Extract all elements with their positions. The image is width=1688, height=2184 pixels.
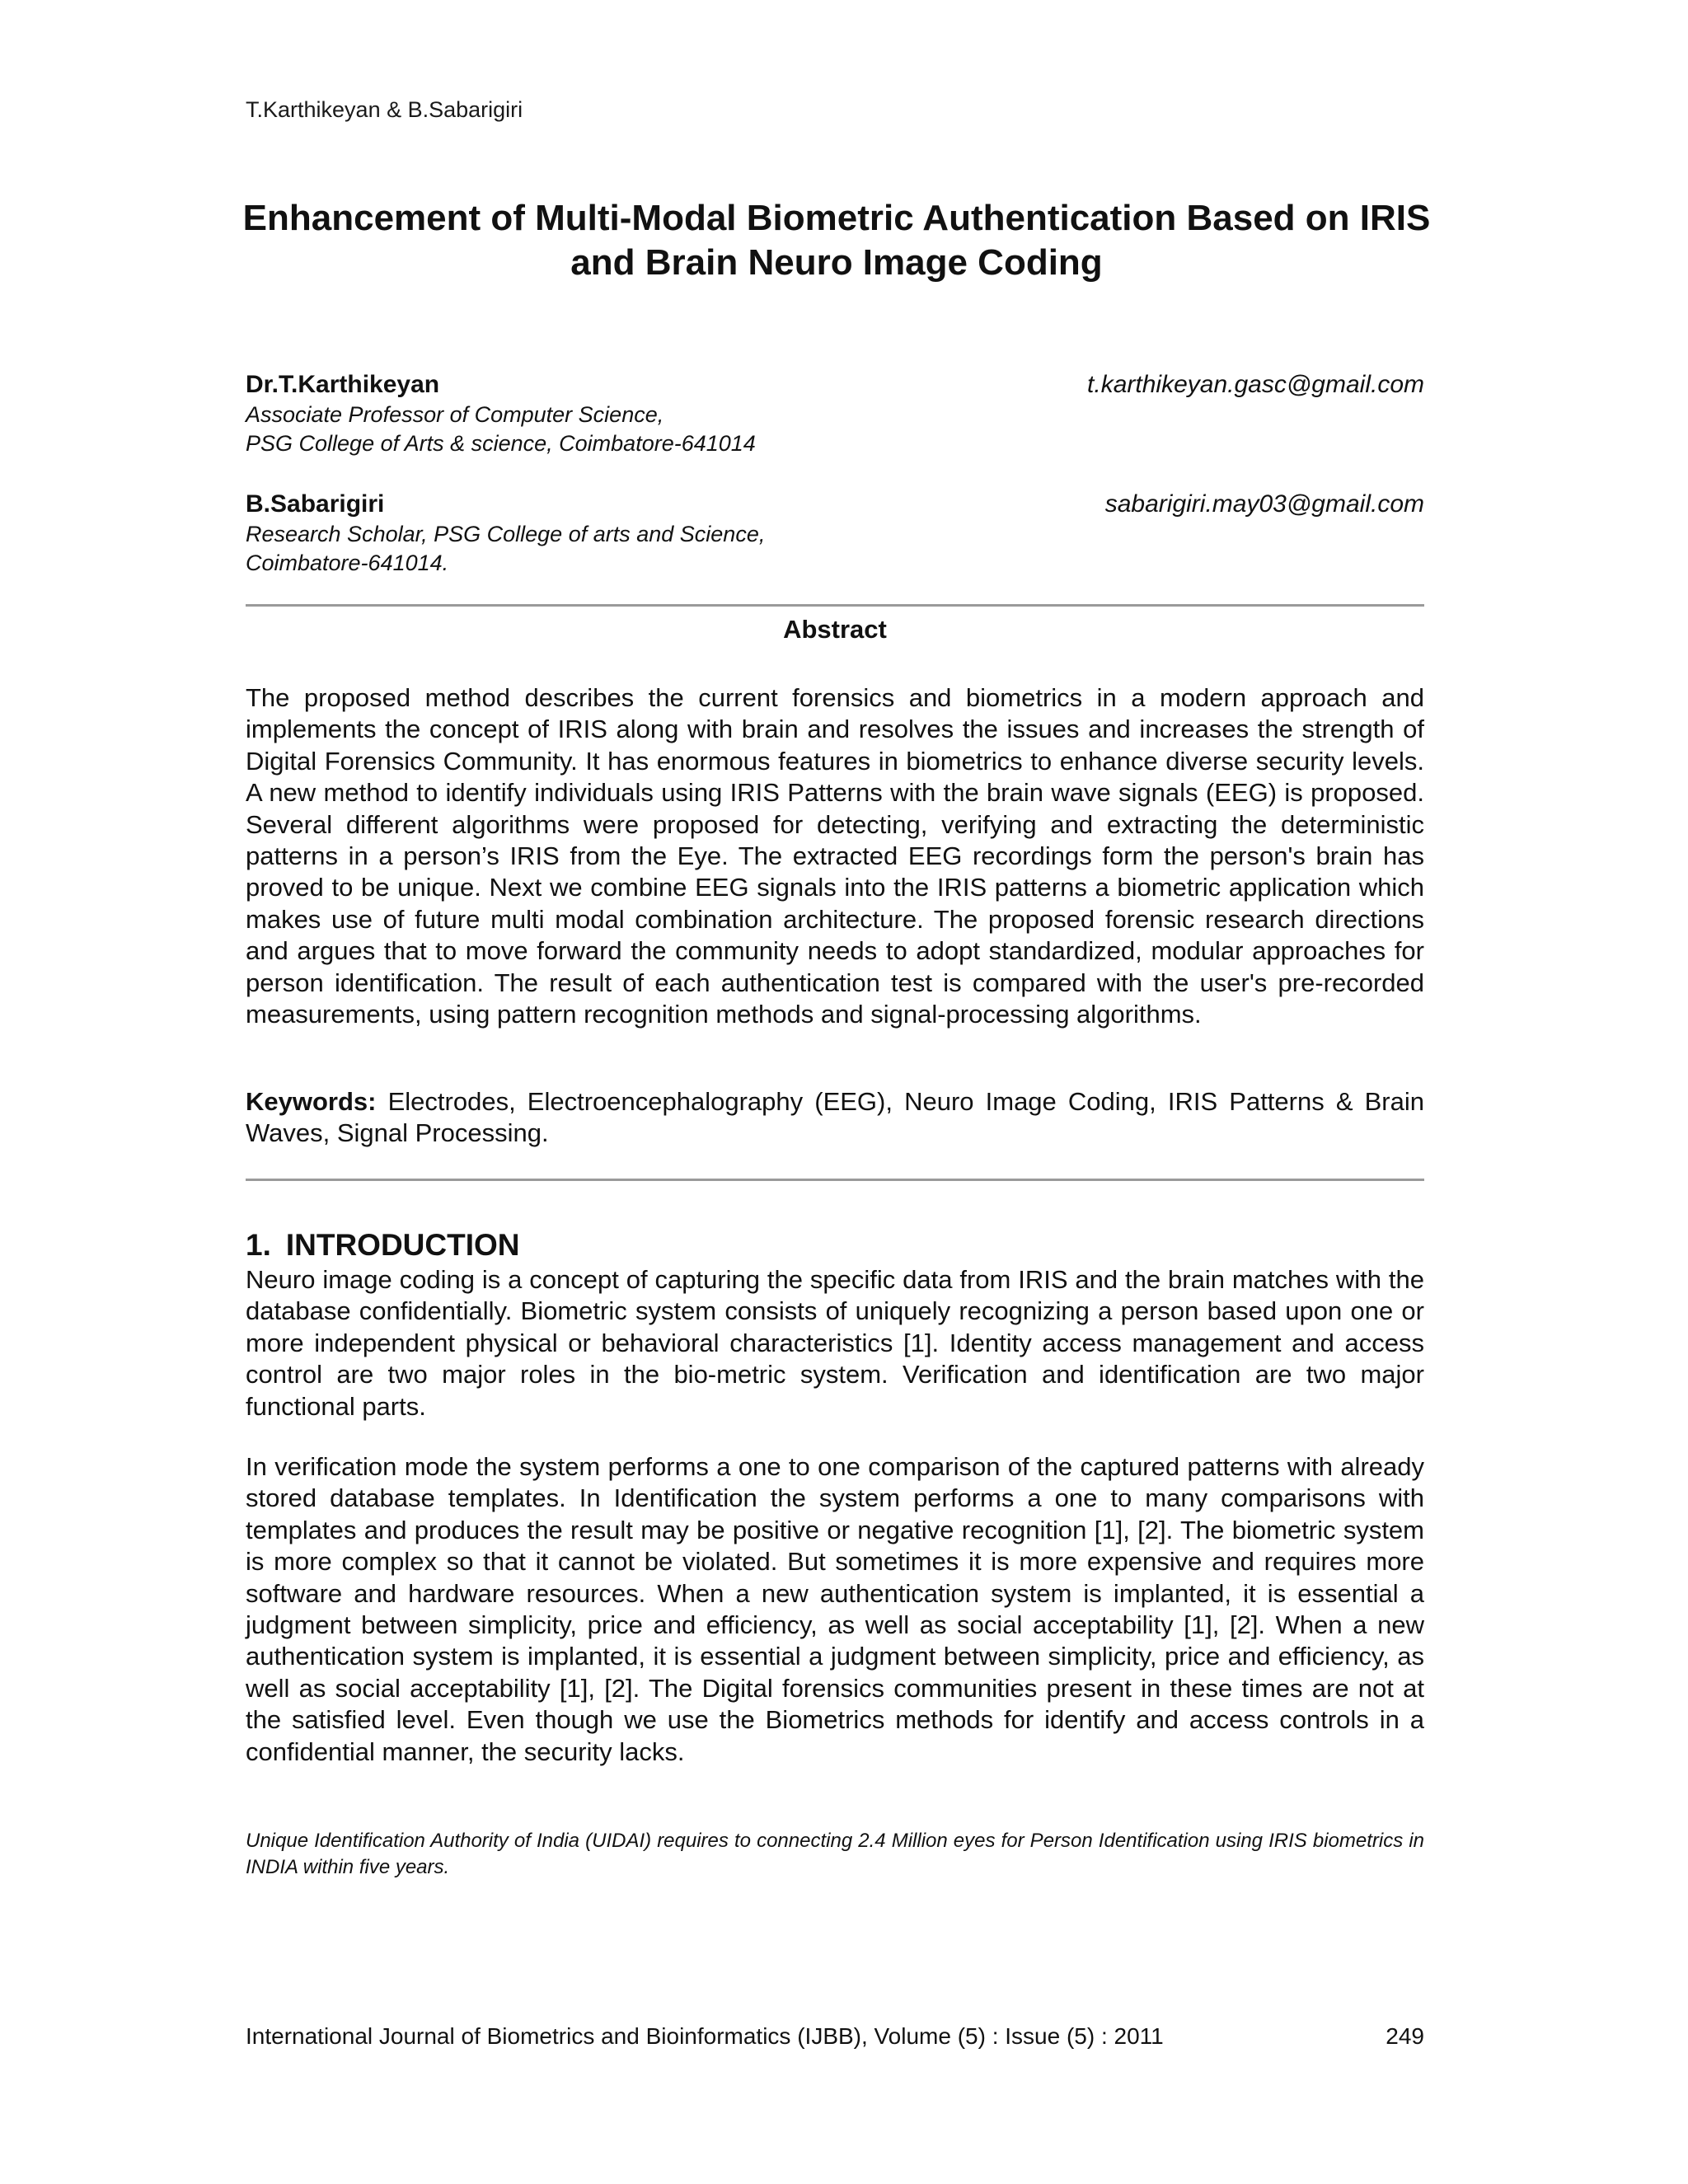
divider-rule [246,604,1424,607]
author-1 [246,369,1424,458]
section-heading [246,1228,520,1263]
running-head: T.Karthikeyan & B.Sabarigiri [246,97,523,122]
author-affiliation: PSG College of Arts & science, Coimbatore-641014 [246,431,756,456]
section-title: INTRODUCTION [285,1228,520,1262]
footnote: Unique Identification Authority of India (UIDAI) requires to connecting 2.4 Million eyes for Person Identification using IRIS biometrics in INDIA within five years. [246,1830,1424,1878]
section-number: 1. [246,1228,271,1262]
page-number: 249 [1386,2023,1424,2049]
author-email[interactable]: sabarigiri.may03@gmail.com [1104,490,1424,518]
journal-citation: International Journal of Biometrics and Bioinformatics (IJBB), Volume (5) : Issue (5) : 2011 [246,2023,1164,2049]
keywords-text: Electrodes, Electroencephalography (EEG), Neuro Image Coding, IRIS Patterns & Brain Waves, Signal Processing. [246,1087,1424,1148]
keywords-label: Keywords: [246,1087,377,1116]
keywords [246,1086,1424,1150]
author-name: Dr.T.Karthikeyan [246,371,440,398]
abstract-heading: Abstract [783,615,887,644]
intro-paragraph-1: Neuro image coding is a concept of capturing the specific data from IRIS and the brain matches with the database confidentially. Biometric system consists of uniquely recognizing a person based upon one or more independent physical or behavioral characteristics [1]. Identity access management and access control are two major roles in the bio-metric system. Verification and identification are two major functional parts. [246,1265,1424,1421]
divider-rule [246,1179,1424,1181]
intro-paragraph-2: In verification mode the system performs a one to one comparison of the captured patterns with already stored database templates. In Identification the system performs a one to many comparisons with templates and produces the result may be positive or negative recognition [1], [2]. The biometric system is more complex so that it cannot be violated. But sometimes it is more expensive and requires more software and hardware resources. When a new authentication system is implanted, it is essential a judgment between simplicity, price and efficiency, as well as social acceptability [1], [2]. When a new authentication system is implanted, it is essential a judgment between simplicity, price and efficiency, as well as social acceptability [1], [2]. The Digital forensics communities present in these times are not at the satisfied level. Even though we use the Biometrics methods for identify and access controls in a confidential manner, the security lacks. [246,1452,1424,1766]
paper-title: Enhancement of Multi-Modal Biometric Authentication Based on IRIS and Brain Neuro Image Coding [242,198,1431,283]
abstract-text: The proposed method describes the current forensics and biometrics in a modern approach and implements the concept of IRIS along with brain and resolves the issues and increases the strength of Digital Forensics Community. It has enormous features in biometrics to enhance diverse security levels. A new method to identify individuals using IRIS Patterns with the brain wave signals (EEG) is proposed. Several different algorithms were proposed for detecting, verifying and extracting the deterministic patterns in a person’s IRIS from the Eye. The extracted EEG recordings form the person's brain has proved to be unique. Next we combine EEG signals into the IRIS patterns a biometric application which makes use of future multi modal combination architecture. The proposed forensic research directions and argues that to move forward the community needs to adopt standardized, modular approaches for person identification. The result of each authentication test is compared with the user's pre-recorded measurements, using pattern recognition methods and signal-processing algorithms. [246,683,1424,1029]
author-name: B.Sabarigiri [246,490,385,518]
author-2 [246,489,1424,578]
page-footer [246,2023,1424,2050]
author-affiliation: Associate Professor of Computer Science, [246,402,664,427]
author-email[interactable]: t.karthikeyan.gasc@gmail.com [1087,371,1424,398]
author-affiliation: Coimbatore-641014. [246,551,449,575]
author-affiliation: Research Scholar, PSG College of arts and Science, [246,522,766,546]
